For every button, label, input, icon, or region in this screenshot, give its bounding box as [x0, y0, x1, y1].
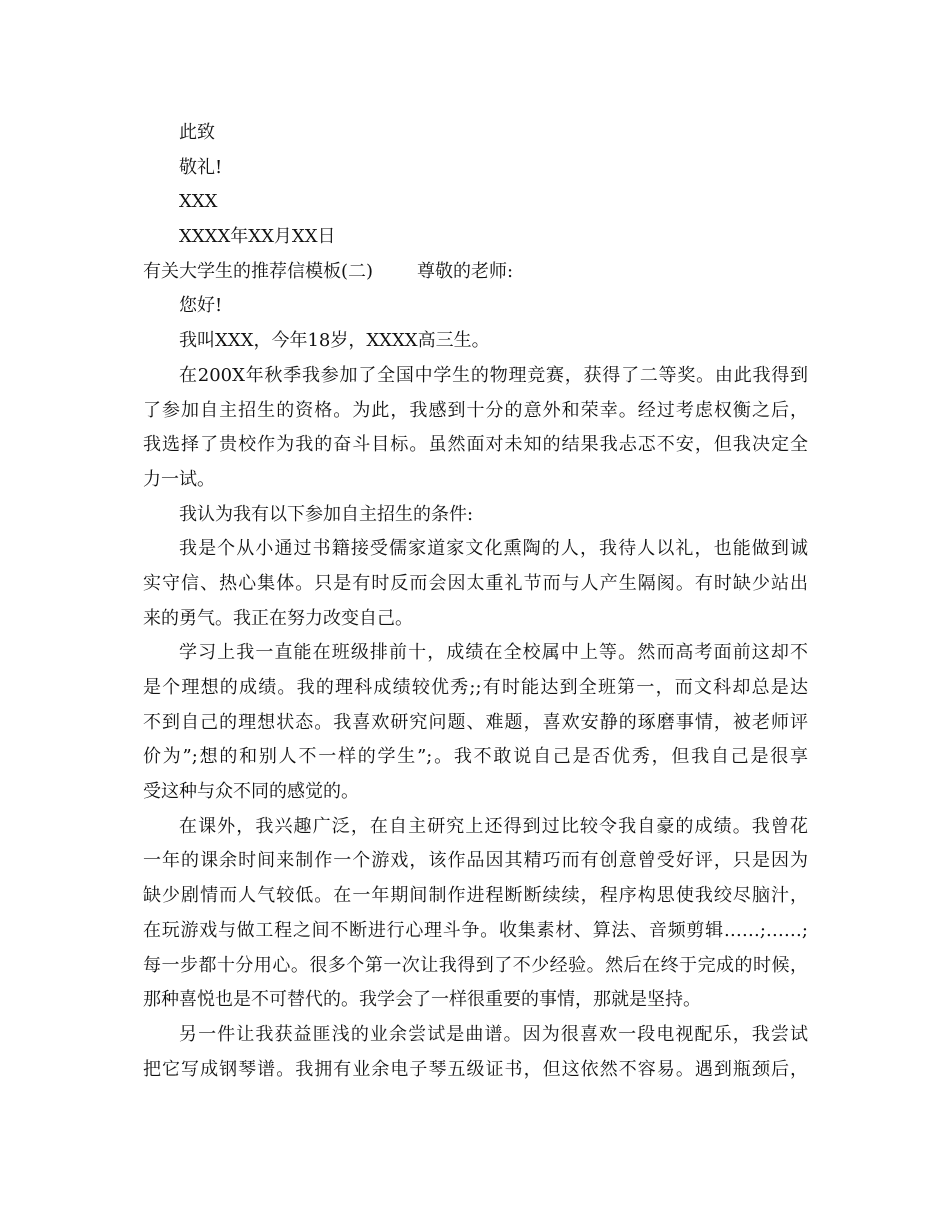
- section-title: 有关大学生的推荐信模板(二): [143, 260, 374, 282]
- paragraph-line: 在课外，我兴趣广泛，在自主研究上还得到过比较令我自豪的成绩。我曾花: [179, 815, 808, 837]
- paragraph-line: 实守信、热心集体。只是有时反而会因太重礼节而与人产生隔阂。有时缺少站出: [143, 572, 808, 594]
- paragraph-line: 了参加自主招生的资格。为此，我感到十分的意外和荣幸。经过考虑权衡之后，: [143, 399, 808, 421]
- paragraph-line: 缺少剧情而人气较低。在一年期间制作进程断断续续，程序构思使我绞尽脑汁，: [143, 885, 808, 907]
- paragraph-line: 在200X年秋季我参加了全国中学生的物理竞赛，获得了二等奖。由此我得到: [179, 364, 808, 386]
- closing-regards: 敬礼!: [179, 156, 223, 178]
- salutation: 尊敬的老师:: [417, 260, 514, 282]
- paragraph-line: 一年的课余时间来制作一个游戏，该作品因其精巧而有创意曾受好评，只是因为: [143, 850, 808, 872]
- paragraph-line: 每一步都十分用心。很多个第一次让我得到了不少经验。然后在终于完成的时候，: [143, 954, 808, 976]
- paragraph-line: 价为”;想的和别人不一样的学生”;。我不敢说自己是否优秀，但我自己是很享: [143, 746, 808, 768]
- paragraph-line: 受这种与众不同的感觉的。: [143, 781, 359, 803]
- paragraph-line: 我认为我有以下参加自主招生的条件:: [179, 503, 474, 525]
- paragraph-list: [143, 359, 808, 1087]
- signer-name: XXX: [179, 191, 218, 213]
- greeting: 您好!: [179, 295, 223, 317]
- paragraph-line: 学习上我一直能在班级排前十，成绩在全校属中上等。然而高考面前这却不: [179, 642, 808, 664]
- paragraph-line: 来的勇气。我正在努力改变自己。: [143, 607, 413, 629]
- paragraph-line: 我是个从小通过书籍接受儒家道家文化熏陶的人，我待人以礼，也能做到诚: [179, 538, 808, 560]
- document-body: [143, 116, 808, 1087]
- paragraph-line: 另一件让我获益匪浅的业余尝试是曲谱。因为很喜欢一段电视配乐，我尝试: [179, 1023, 808, 1045]
- body-paragraph: [143, 532, 808, 636]
- paragraph-line: 把它写成钢琴谱。我拥有业余电子琴五级证书，但这依然不容易。遇到瓶颈后，: [143, 1058, 808, 1080]
- body-paragraph: [143, 498, 808, 533]
- paragraph-line: 是个理想的成绩。我的理科成绩较优秀;;有时能达到全班第一，而文科却总是达: [143, 677, 808, 698]
- body-paragraph: [143, 810, 808, 1018]
- paragraph-line: 在玩游戏与做工程之间不断进行心理斗争。收集素材、算法、音频剪辑……;……;: [143, 919, 808, 941]
- paragraph-line: 不到自己的理想状态。我喜欢研究问题、难题，喜欢安静的琢磨事情，被老师评: [143, 711, 808, 733]
- body-paragraph: [143, 1018, 808, 1087]
- closing-line: 此致: [179, 122, 215, 143]
- intro-line: 我叫XXX，今年18岁，XXXX高三生。: [179, 330, 490, 352]
- letter-date: XXXX年XX月XX日: [179, 226, 336, 248]
- body-paragraph: [143, 359, 808, 498]
- paragraph-line: 我选择了贵校作为我的奋斗目标。虽然面对未知的结果我忐忑不安，但我决定全: [143, 434, 808, 456]
- paragraph-line: 力一试。: [143, 468, 215, 490]
- body-paragraph: [143, 636, 808, 809]
- paragraph-line: 那种喜悦也是不可替代的。我学会了一样很重要的事情，那就是坚持。: [143, 989, 701, 1011]
- heading-line: [143, 255, 808, 290]
